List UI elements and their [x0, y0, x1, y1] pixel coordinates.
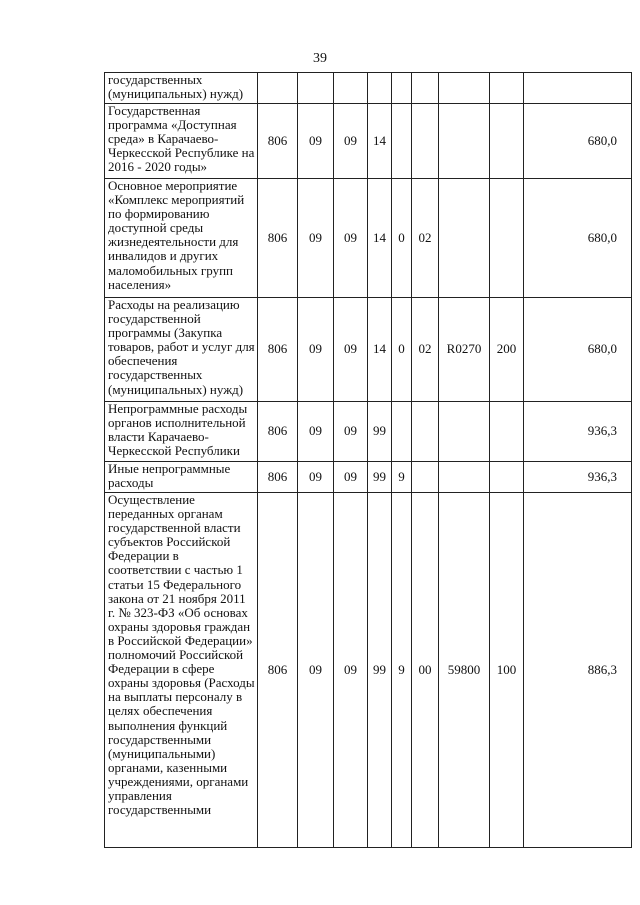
page-number: 39: [313, 51, 327, 66]
subprogram-code: [392, 402, 412, 462]
section-code: 09: [298, 104, 334, 179]
main-event-code: [412, 462, 439, 493]
expense-type-code: [490, 402, 524, 462]
admin-code: [258, 73, 298, 104]
program-code: 14: [368, 298, 392, 402]
budget-table: [104, 72, 632, 848]
table-row: [105, 104, 632, 179]
main-event-code: [412, 104, 439, 179]
row-description: Непрограммные расходы органов исполнительной власти Карачаево-Черкесской Республики: [105, 402, 258, 462]
expense-type-code: [490, 104, 524, 179]
program-code: 99: [368, 402, 392, 462]
admin-code: 806: [258, 402, 298, 462]
row-description: Государственная программа «Доступная среда» в Карачаево-Черкесской Республике на 2016 - 2020 годы»: [105, 104, 258, 179]
section-code: 09: [298, 462, 334, 493]
table-row: [105, 179, 632, 298]
expense-type-code: 100: [490, 493, 524, 848]
amount-cell: 680,0: [524, 179, 632, 298]
table-row: [105, 298, 632, 402]
admin-code: 806: [258, 493, 298, 848]
program-code: [368, 73, 392, 104]
main-event-code: 02: [412, 179, 439, 298]
subsection-code: 09: [334, 402, 368, 462]
subsection-code: 09: [334, 104, 368, 179]
subprogram-code: [392, 73, 412, 104]
main-event-code: 02: [412, 298, 439, 402]
program-code: 99: [368, 462, 392, 493]
expense-type-code: [490, 462, 524, 493]
table-row: [105, 73, 632, 104]
subsection-code: 09: [334, 179, 368, 298]
direction-code: [439, 73, 490, 104]
subprogram-code: 9: [392, 462, 412, 493]
direction-code: [439, 179, 490, 298]
subsection-code: 09: [334, 493, 368, 848]
expense-type-code: 200: [490, 298, 524, 402]
row-description: Расходы на реализацию государственной программы (Закупка товаров, работ и услуг для обеспечения государственных (муниципальных) нужд): [105, 298, 258, 402]
main-event-code: [412, 402, 439, 462]
amount-cell: 936,3: [524, 462, 632, 493]
subsection-code: 09: [334, 462, 368, 493]
row-description: Осуществление переданных органам государственной власти субъектов Российской Федерации в соответствии с частью 1 статьи 15 Федерального закона от 21 ноября 2011 г. № 323-ФЗ «Об основах охраны здоровья граждан в Российской Федерации» полномочий Российской Федерации в сфере охраны здоровья (Расходы на выплаты персоналу в целях обеспечения выполнения функций государственными (муниципальными) органами, казенными учреждениями, органами управления государственными: [105, 493, 258, 848]
subprogram-code: 9: [392, 493, 412, 848]
program-code: 14: [368, 179, 392, 298]
admin-code: 806: [258, 104, 298, 179]
section-code: [298, 73, 334, 104]
admin-code: 806: [258, 179, 298, 298]
admin-code: 806: [258, 298, 298, 402]
direction-code: [439, 462, 490, 493]
section-code: 09: [298, 493, 334, 848]
section-code: 09: [298, 179, 334, 298]
amount-cell: 886,3: [524, 493, 632, 848]
table-row: [105, 493, 632, 848]
amount-cell: 680,0: [524, 298, 632, 402]
table-row: [105, 402, 632, 462]
table-row: [105, 462, 632, 493]
main-event-code: 00: [412, 493, 439, 848]
program-code: 14: [368, 104, 392, 179]
main-event-code: [412, 73, 439, 104]
direction-code: 59800: [439, 493, 490, 848]
subsection-code: 09: [334, 298, 368, 402]
section-code: 09: [298, 402, 334, 462]
section-code: 09: [298, 298, 334, 402]
direction-code: [439, 402, 490, 462]
amount-cell: 680,0: [524, 104, 632, 179]
admin-code: 806: [258, 462, 298, 493]
subprogram-code: [392, 104, 412, 179]
direction-code: [439, 104, 490, 179]
subsection-code: [334, 73, 368, 104]
row-description: Иные непрограммные расходы: [105, 462, 258, 493]
amount-cell: [524, 73, 632, 104]
expense-type-code: [490, 73, 524, 104]
expense-type-code: [490, 179, 524, 298]
subprogram-code: 0: [392, 298, 412, 402]
amount-cell: 936,3: [524, 402, 632, 462]
direction-code: R0270: [439, 298, 490, 402]
subprogram-code: 0: [392, 179, 412, 298]
program-code: 99: [368, 493, 392, 848]
row-description: государственных (муниципальных) нужд): [105, 73, 258, 104]
row-description: Основное мероприятие «Комплекс мероприятий по формированию доступной среды жизнедеятельности для инвалидов и других маломобильных групп населения»: [105, 179, 258, 298]
